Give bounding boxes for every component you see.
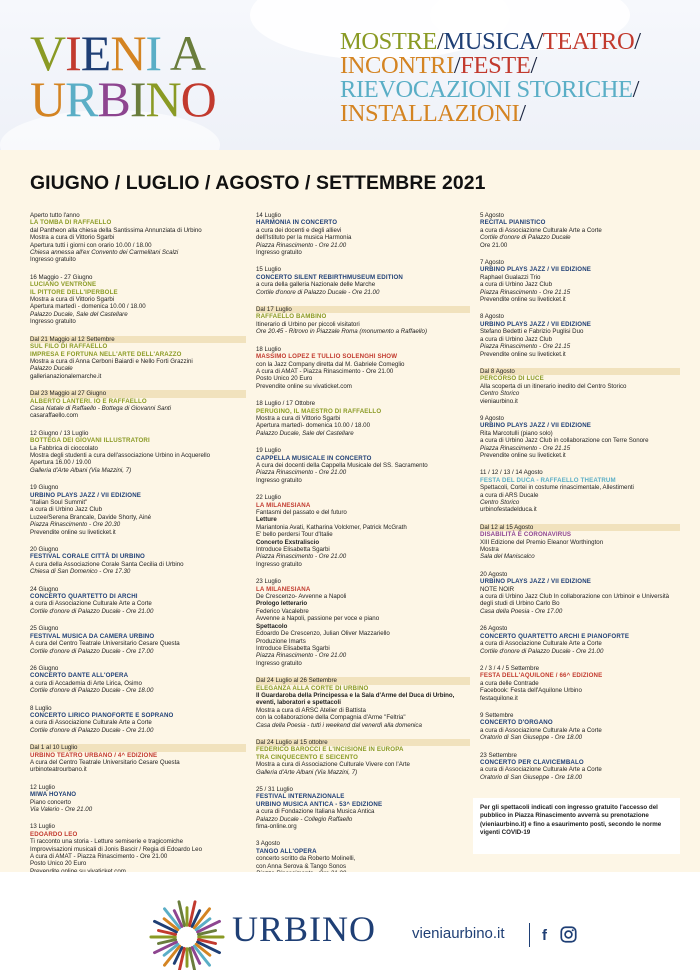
category-line: INSTALLAZIONI/ xyxy=(340,100,526,127)
event-date: 12 Giugno / 13 Luglio xyxy=(30,429,89,437)
event-date: 25 / 31 Luglio xyxy=(256,786,293,793)
event-detail: Spettacolo xyxy=(256,622,288,630)
event-date: 23 Settembre xyxy=(480,751,517,759)
event-date: Dal 12 al 15 Agosto xyxy=(480,524,680,531)
event-entry xyxy=(256,212,470,256)
event-date: Dal 1 al 10 Luglio xyxy=(30,744,246,751)
event-date: 26 Agosto xyxy=(480,625,508,633)
event-detail: Palazzo Ducale xyxy=(30,365,73,373)
event-detail: Mostra a cura di Vittorio Sgarbi xyxy=(30,234,115,242)
category-line: INCONTRI/FESTE/ xyxy=(340,52,537,79)
event-title: PERUGINO, IL MAESTRO DI RAFFAELLO xyxy=(256,407,382,415)
event-detail: Cortile d'onore di Palazzo Ducale - Ore 21.00 xyxy=(480,647,604,655)
event-date: 5 Agosto xyxy=(480,212,504,219)
event-title: HARMONIA IN CONCERTO xyxy=(256,219,338,227)
event-detail: Apertura martedì - domenica 10.00 / 18.00 xyxy=(30,303,146,311)
event-detail: a cura di Accademia di Arte Lirica, Osimo xyxy=(30,679,142,687)
event-title: URBINO TEATRO URBANO / 4^ EDIZIONE xyxy=(30,751,158,759)
event-detail: Letture xyxy=(256,516,277,524)
event-detail: Ingresso gratuito xyxy=(30,256,76,264)
event-title: LA MILANESIANA xyxy=(256,585,311,593)
event-detail: Ingresso gratuito xyxy=(256,659,302,667)
event-detail: Palazzo Ducale, Sale del Castellare xyxy=(256,429,354,437)
event-detail: Oratorio di San Giuseppe - Ore 18.00 xyxy=(480,773,583,781)
event-detail: Prevendite online su liveticket.it xyxy=(480,296,566,304)
event-detail: Fantasmi del passato e del futuro xyxy=(256,509,347,516)
event-detail: Avvenne a Napoli, passione per voce e piano xyxy=(256,615,380,623)
event-date: Dal 17 Luglio xyxy=(256,306,470,313)
event-title: CONCERTO SILENT REBIRTHMUSEUM EDITION xyxy=(256,273,404,281)
event-entry xyxy=(256,346,470,390)
logo-line-2 xyxy=(30,71,216,127)
event-detail: Piazza Rinascimento - Ore 21.00 xyxy=(256,241,347,249)
event-detail: con Anna Serova & Tango Sonos xyxy=(256,862,347,870)
event-entry xyxy=(256,677,470,729)
event-title: FESTIVAL CORALE CITTÀ DI URBINO xyxy=(30,553,145,561)
event-entry xyxy=(480,259,680,303)
event-detail: Cortile d'onore di Palazzo Ducale - Ore 18.00 xyxy=(30,687,154,695)
event-detail: Alla scoperta di un itinerario inedito del Centro Storico xyxy=(480,382,627,390)
event-entry xyxy=(480,752,680,782)
event-detail: Sala del Maniscalco xyxy=(480,553,535,561)
event-detail: NOTE NOIR xyxy=(480,585,515,593)
event-detail: Improvvisazioni musicali di Jonis Bascir / Regia di Edoardo Leo xyxy=(30,845,203,853)
category-teatro: TEATRO xyxy=(542,28,635,55)
event-detail: Luzee/Serena Brancale, Davide Shorty, Ainé xyxy=(30,513,152,521)
category-incontri: INCONTRI xyxy=(340,52,454,79)
event-detail: Chiesa annessa all'ex Convento dei Carmelitani Scalzi xyxy=(30,249,179,257)
event-entry xyxy=(30,484,246,536)
instagram-icon[interactable] xyxy=(560,926,577,943)
event-entry xyxy=(480,712,680,742)
event-date: 8 Luglio xyxy=(30,704,52,712)
event-entry xyxy=(256,739,470,776)
event-detail: a cura dei docenti e degli allievi xyxy=(256,226,342,234)
logo-word-2: URBINO xyxy=(30,71,216,127)
event-title: CAPPELLA MUSICALE IN CONCERTO xyxy=(256,454,372,462)
event-detail: Piazza Rinascimento - Ore 20.30 xyxy=(30,521,121,529)
event-date: 18 Luglio / 17 Ottobre xyxy=(256,400,316,408)
event-detail: a cura di Associazione Culturale Arte a Corte xyxy=(30,719,152,727)
event-detail: Itinerario di Urbino per piccoli visitatori xyxy=(256,320,360,328)
event-date: 19 Luglio xyxy=(256,447,281,455)
period-title: GIUGNO / LUGLIO / AGOSTO / SETTEMBRE 2021 xyxy=(30,172,486,194)
event-detail: casaraffaello.com xyxy=(30,412,79,420)
website-link[interactable]: vieniaurbino.it xyxy=(412,925,505,942)
event-title: URBINO PLAYS JAZZ / VII EDIZIONE xyxy=(480,422,592,430)
event-date: 15 Luglio xyxy=(256,266,281,274)
event-detail: A cura della Associazione Corale Santa Cecilia di Urbino xyxy=(30,560,184,568)
event-title: SUL FILO DI RAFFAELLO IMPRESA E FORTUNA NELL'ARTE DELL'ARAZZO xyxy=(30,343,182,358)
event-detail: a cura di Urbino Jazz Club in collaborazione con Terre Sonore xyxy=(480,437,649,445)
event-detail: fima-online.org xyxy=(256,823,297,831)
event-entry xyxy=(30,625,246,655)
event-detail: concerto scritto da Roberto Molinelli, xyxy=(256,855,356,863)
header-banner xyxy=(0,0,700,150)
event-title: URBINO PLAYS JAZZ / VII EDIZIONE xyxy=(480,266,592,274)
event-title: RECITAL PIANISTICO xyxy=(480,219,546,227)
event-detail: Palazzo Ducale, Sale del Castellare xyxy=(30,310,128,318)
event-entry xyxy=(480,524,680,561)
event-detail: urbinofestadelduca.it xyxy=(480,506,537,514)
event-detail: XIII Edizione del Premio Eleanor Worthington xyxy=(480,538,604,546)
event-detail: Mostra degli studenti a cura dell'associazione Urbino in Acquerello xyxy=(30,451,211,459)
event-entry xyxy=(30,705,246,735)
event-title: FESTIVAL INTERNAZIONALE URBINO MUSICA ANTICA - 53^ EDIZIONE xyxy=(256,793,383,808)
event-detail: Ingresso gratuito xyxy=(30,318,76,326)
event-entry xyxy=(480,415,680,459)
event-detail: Raphael Gualazzi Trio xyxy=(480,273,541,281)
event-title: CONCERTO QUARTETTO ARCHI E PIANOFORTE xyxy=(480,632,630,640)
event-detail: Piazza Rinascimento - Ore 21.15 xyxy=(480,288,571,296)
event-detail: Centro Storico xyxy=(480,390,520,398)
event-detail: Apertura 16.00 / 19.00 xyxy=(30,459,92,467)
event-detail: con la collaborazione della Compagnia d'Arme "Feltria" xyxy=(256,714,406,722)
event-detail: Mostra a cura di Associazione Culturale Vivere con l'Arte xyxy=(256,761,410,769)
event-detail: Spettacoli, Cortei in costume rinascimentale, Allestimenti xyxy=(480,484,634,492)
event-entry xyxy=(30,430,246,474)
category-feste: FESTE xyxy=(460,52,531,79)
event-detail: Centro Storico xyxy=(480,499,520,506)
event-detail: Introduce Elisabetta Sgarbi xyxy=(256,546,330,554)
event-date: 11 / 12 / 13 / 14 Agosto xyxy=(480,469,543,477)
event-entry xyxy=(480,212,680,249)
event-detail: Piazza Rinascimento - Ore 21.00 xyxy=(256,652,347,660)
event-entry xyxy=(30,212,246,264)
event-detail: Posto Unico 20 Euro xyxy=(256,375,313,383)
event-detail: Ingresso gratuito xyxy=(256,249,302,257)
event-detail: A cura dei docenti della Cappella Musicale del SS. Sacramento xyxy=(256,461,428,469)
event-detail: A cura di AMAT - Piazza Rinascimento - Ore 21.00 xyxy=(30,853,168,861)
events-column-2 xyxy=(256,212,470,895)
event-detail: De Crescenzo- Avvenne a Napoli xyxy=(256,593,347,601)
event-detail: Mostra a cura di Vittorio Sgarbi xyxy=(256,414,341,422)
event-entry xyxy=(480,571,680,615)
event-detail: Ore 20.45 - Ritrovo in Piazzale Roma (monumento a Raffaello) xyxy=(256,328,427,336)
event-title: FESTA DELL'AQUILONE / 66^ EDIZIONE xyxy=(480,672,603,680)
event-detail: Casa della Poesia - tutti i weekend dal venerdì alla domenica xyxy=(256,721,422,729)
event-detail: Galleria d'Arte Albani (Via Mazzini, 7) xyxy=(30,466,132,474)
event-title: DISABILITÀ E CORONAVIRUS xyxy=(480,531,572,539)
event-title: BOTTEGA DEI GIOVANI ILLUSTRATORI xyxy=(30,437,150,445)
event-detail: Cortile d'onore di Palazzo Ducale - Ore 21.00 xyxy=(256,288,380,296)
event-title: TANGO ALL'OPERA xyxy=(256,847,317,855)
logo-line-1 xyxy=(30,25,216,81)
event-detail: Mostra a cura di ARSC Atelier di Battista xyxy=(256,706,366,714)
event-detail: dell'Istituto per la musica Harmonia xyxy=(256,234,352,242)
event-entry xyxy=(30,586,246,616)
event-detail: Piazza Rinascimento - Ore 21.00 xyxy=(256,469,347,477)
event-entry xyxy=(30,784,246,814)
event-detail: Mostra a cura di Anna Cerboni Baiardi e Nello Forti Grazzini xyxy=(30,357,193,365)
event-title: URBINO PLAYS JAZZ / VII EDIZIONE xyxy=(30,491,142,499)
event-date: 9 Settembre xyxy=(480,711,514,719)
category-line: RIEVOCAZIONI STORICHE/ xyxy=(340,76,640,103)
event-detail: Apertura tutti i giorni con orario 10.00 / 18.00 xyxy=(30,241,152,249)
event-detail: Mariantonia Avati, Katharina Volckmer, Patrick McGrath xyxy=(256,523,407,531)
event-detail: a cura di Fondazione Italiana Musica Antica xyxy=(256,808,375,816)
event-detail: a cura delle Contrade xyxy=(480,679,539,687)
event-title: CONCERTO D'ORGANO xyxy=(480,719,553,727)
event-detail: Ore 21.00 xyxy=(480,241,508,249)
event-date: 25 Giugno xyxy=(30,625,59,633)
event-detail: Stefano Bedetti e Fabrizio Puglisi Duo xyxy=(480,328,584,336)
event-entry xyxy=(30,823,246,875)
event-detail: Cortile d'onore di Palazzo Ducale - Ore 21.00 xyxy=(30,607,154,615)
event-title: ALBERTO LANTERI. IO E RAFFAELLO xyxy=(30,397,147,405)
event-detail: dal Pantheon alla chiesa della Santissima Annunziata di Urbino xyxy=(30,226,202,234)
event-title: CONCERTO QUARTETTO DI ARCHI xyxy=(30,593,138,601)
event-detail: Apertura martedì- domenica 10.00 / 18.00 xyxy=(256,422,371,430)
event-detail: a cura di Associazione Culturale Arte a Corte xyxy=(480,726,602,734)
event-entry xyxy=(256,306,470,336)
event-entry xyxy=(256,266,470,296)
covid-note: Per gli spettacoli indicati con ingresso gratuito l'accesso del pubblico in Piazza Rinascimento avverrà su prenotazione (vieniaurbino.it) e fino a esaurimento posti, secondo le norme vigenti COVID-19 xyxy=(473,798,680,854)
event-detail: Prologo letterario xyxy=(256,600,308,608)
event-detail: Oratorio di San Giuseppe - Ore 18.00 xyxy=(480,734,583,742)
event-entry xyxy=(256,786,470,830)
event-date: Dal 24 Luglio al 15 ottobre xyxy=(256,739,470,746)
event-date: Dal 21 Maggio al 12 Settembre xyxy=(30,336,246,343)
event-detail: Edoardo De Crescenzo, Julian Oliver Mazzariello xyxy=(256,630,390,638)
event-detail: Piazza Rinascimento - Ore 21.15 xyxy=(480,444,571,452)
event-detail: Palazzo Ducale - Collegio Raffaello xyxy=(256,815,353,823)
event-detail: Galleria d'Arte Albani (Via Mazzini, 7) xyxy=(256,768,358,776)
event-date: Aperto tutto l'anno xyxy=(30,212,80,219)
event-detail: a cura di Associazione Culturale Arte a Corte xyxy=(480,226,602,234)
event-date: Dal 23 Maggio al 27 Giugno xyxy=(30,390,246,397)
event-detail: Federico Vacalebre xyxy=(256,607,309,615)
event-detail: A cura del Centro Teatrale Universitario Cesare Questa xyxy=(30,640,180,648)
event-detail: gallerianazionalemarche.it xyxy=(30,372,102,380)
vieni-a-urbino-logo xyxy=(30,25,216,127)
event-detail: Introduce Elisabetta Sgarbi xyxy=(256,644,330,652)
event-detail: Piano concerto xyxy=(30,798,71,806)
event-date: 3 Agosto xyxy=(256,840,280,848)
event-detail: a cura di Urbino Jazz Club xyxy=(480,335,553,343)
event-categories xyxy=(340,30,685,126)
event-detail: Ingresso gratuito xyxy=(256,560,302,568)
event-detail: Posto Unico 20 Euro xyxy=(30,860,87,868)
event-detail: Facebook: Festa dell'Aquilone Urbino xyxy=(480,687,582,695)
event-title: PERCORSO DI LUCE xyxy=(480,375,544,383)
event-date: 24 Giugno xyxy=(30,585,59,593)
event-entry xyxy=(256,447,470,484)
event-title: URBINO PLAYS JAZZ / VII EDIZIONE xyxy=(480,578,592,586)
event-date: 9 Agosto xyxy=(480,414,504,422)
event-detail: Ti racconto una storia - Letture semiserie e tragicomiche xyxy=(30,838,184,846)
urbino-sun-logo-icon xyxy=(148,898,226,970)
event-date: 20 Giugno xyxy=(30,546,59,554)
event-detail: a cura di Urbino Jazz Club xyxy=(480,281,553,289)
event-title: CONCERTO PER CLAVICEMBALO xyxy=(480,758,584,766)
event-detail: urbinoteatrourbano.it xyxy=(30,766,87,774)
event-detail: Il Guardaroba della Principessa e la Sala d'Arme del Duca di Urbino, eventi, laboratori e spettacoli xyxy=(256,691,455,707)
event-date: 14 Luglio xyxy=(256,212,281,219)
event-entry xyxy=(256,578,470,667)
event-title: LA TOMBA DI RAFFAELLO xyxy=(30,219,112,227)
event-detail: A cura del Centro Teatrale Universitario Cesare Questa xyxy=(30,758,180,766)
event-entry xyxy=(480,625,680,655)
event-title: FESTIVAL MUSICA DA CAMERA URBINO xyxy=(30,632,155,640)
event-entry xyxy=(480,313,680,357)
event-date: 19 Giugno xyxy=(30,484,59,492)
event-title: LUCIANO VENTRONE IL PITTORE DELL'IPERBOLE xyxy=(30,281,118,296)
event-entry xyxy=(256,400,470,437)
category-line: MOSTRE/MUSICA/TEATRO/ xyxy=(340,28,641,55)
event-detail: Mostra xyxy=(480,546,499,554)
event-date: 13 Luglio xyxy=(30,823,55,831)
event-entry xyxy=(480,665,680,702)
event-detail: a cura di ARS Ducale xyxy=(480,491,539,499)
event-detail: A cura di AMAT - Piazza Rinascimento - Ore 21.00 xyxy=(256,367,394,375)
event-date: 20 Agosto xyxy=(480,570,508,578)
event-entry xyxy=(480,368,680,405)
event-entry xyxy=(256,494,470,568)
urbino-brand: URBINO xyxy=(232,909,377,949)
event-detail: festaquilone.it xyxy=(480,694,518,702)
event-title: EDOARDO LEO xyxy=(30,830,78,838)
event-detail: Prevendite online su liveticket.it xyxy=(480,350,566,358)
event-title: CONCERTO DANTE ALL'OPERA xyxy=(30,672,129,680)
event-detail: a cura della galleria Nazionale delle Marche xyxy=(256,281,376,289)
event-title: CONCERTO LIRICO PIANOFORTE E SOPRANO xyxy=(30,711,174,719)
event-date: Dal 24 Luglio al 26 Settembre xyxy=(256,677,470,684)
event-detail: Piazza Rinascimento - Ore 21.00 xyxy=(256,553,347,561)
events-column-3 xyxy=(480,212,680,791)
event-detail: a cura di Associazione Culturale Arte a Corte xyxy=(480,640,602,648)
category-installazioni: INSTALLAZIONI xyxy=(340,100,520,127)
event-detail: Cortile d'onore di Palazzo Ducale - Ore 21.00 xyxy=(30,726,154,734)
event-detail: Prevendite online su vivaticket.com xyxy=(256,382,352,390)
footer-divider xyxy=(529,923,530,947)
event-entry xyxy=(30,546,246,576)
event-date: 8 Agosto xyxy=(480,313,504,321)
event-detail: Prevendite online su liveticket.it xyxy=(480,451,566,459)
event-detail: Concerto Exstraliscio xyxy=(256,538,320,546)
logo-word-1: VIENI A xyxy=(30,25,205,81)
event-detail: Cortile d'onore di Palazzo Ducale xyxy=(480,234,571,242)
facebook-icon[interactable]: f xyxy=(542,927,547,944)
event-detail: Rita Marcotulli (piano solo) xyxy=(480,429,553,437)
event-detail: Piazza Rinascimento - Ore 21.15 xyxy=(480,343,571,351)
event-detail: Prevendite online su liveticket.it xyxy=(30,528,116,536)
event-date: 16 Maggio - 27 Giugno xyxy=(30,273,93,281)
event-detail: Cortile d'onore di Palazzo Ducale - Ore 17.00 xyxy=(30,647,154,655)
event-detail: Mostra a cura di Vittorio Sgarbi xyxy=(30,296,115,304)
event-date: Dal 8 Agosto xyxy=(480,368,680,375)
event-title: MASSIMO LOPEZ E TULLIO SOLENGHI SHOW xyxy=(256,353,398,361)
event-entry xyxy=(30,336,246,380)
event-detail: Casa della Poesia - Ore 17.00 xyxy=(480,607,563,615)
event-date: 22 Luglio xyxy=(256,494,281,502)
category-rievocazioni: RIEVOCAZIONI STORICHE xyxy=(340,76,633,103)
event-title: URBINO PLAYS JAZZ / VII EDIZIONE xyxy=(480,320,592,328)
event-detail: Produzione Imarts xyxy=(256,637,306,645)
event-detail: a cura di Urbino Jazz Club In collaborazione con Urbinoir e Università degli studi di Urbino Carlo Bo xyxy=(480,593,670,608)
event-title: LA MILANESIANA xyxy=(256,501,311,509)
event-date: 2 / 3 / 4 / 5 Settembre xyxy=(480,664,540,672)
event-detail: a cura di Urbino Jazz Club xyxy=(30,506,103,514)
event-title: ELEGANZA ALLA CORTE DI URBINO xyxy=(256,684,369,692)
event-detail: Via Valerio - Ore 21.00 xyxy=(30,806,93,813)
event-detail: con la Jazz Company diretta dal M. Gabriele Comeglio xyxy=(256,360,405,368)
event-entry xyxy=(480,469,680,513)
event-date: 18 Luglio xyxy=(256,345,281,353)
event-detail: a cura di Associazione Culturale Arte a Corte xyxy=(30,600,152,608)
events-column-1 xyxy=(30,212,246,885)
event-date: 23 Luglio xyxy=(256,578,281,586)
event-title: FESTA DEL DUCA - RAFFAELLO THEATRUM xyxy=(480,476,616,484)
category-mostre: MOSTRE xyxy=(340,28,437,55)
event-detail: Casa Natale di Raffaello - Bottega di Giovanni Santi xyxy=(30,404,171,412)
event-detail: "Italian Soul Summit" xyxy=(30,499,88,506)
event-detail: La Fabbrica di cioccolato xyxy=(30,444,98,452)
event-detail: a cura di Associazione Culturale Arte a Corte xyxy=(480,766,602,774)
event-detail: E' bello perdersi Tour d'Italie xyxy=(256,531,333,539)
event-date: 26 Giugno xyxy=(30,664,59,672)
event-title: FEDERICO BAROCCI E L'INCISIONE IN EUROPA TRA CINQUECENTO E SEICENTO xyxy=(256,746,404,761)
event-title: MIWA HOYANO xyxy=(30,791,77,799)
event-entry xyxy=(30,274,246,326)
event-detail: Chiesa di San Domenico - Ore 17.30 xyxy=(30,568,131,576)
category-musica: MUSICA xyxy=(443,28,537,55)
event-date: 12 Luglio xyxy=(30,783,55,791)
event-entry xyxy=(30,665,246,695)
event-detail: Ingresso gratuito xyxy=(256,476,302,484)
event-entry xyxy=(30,390,246,420)
event-title: RAFFAELLO BAMBINO xyxy=(256,313,327,321)
event-date: 7 Agosto xyxy=(480,259,504,267)
event-detail: vieniaurbino.it xyxy=(480,397,518,405)
event-entry xyxy=(30,744,246,774)
